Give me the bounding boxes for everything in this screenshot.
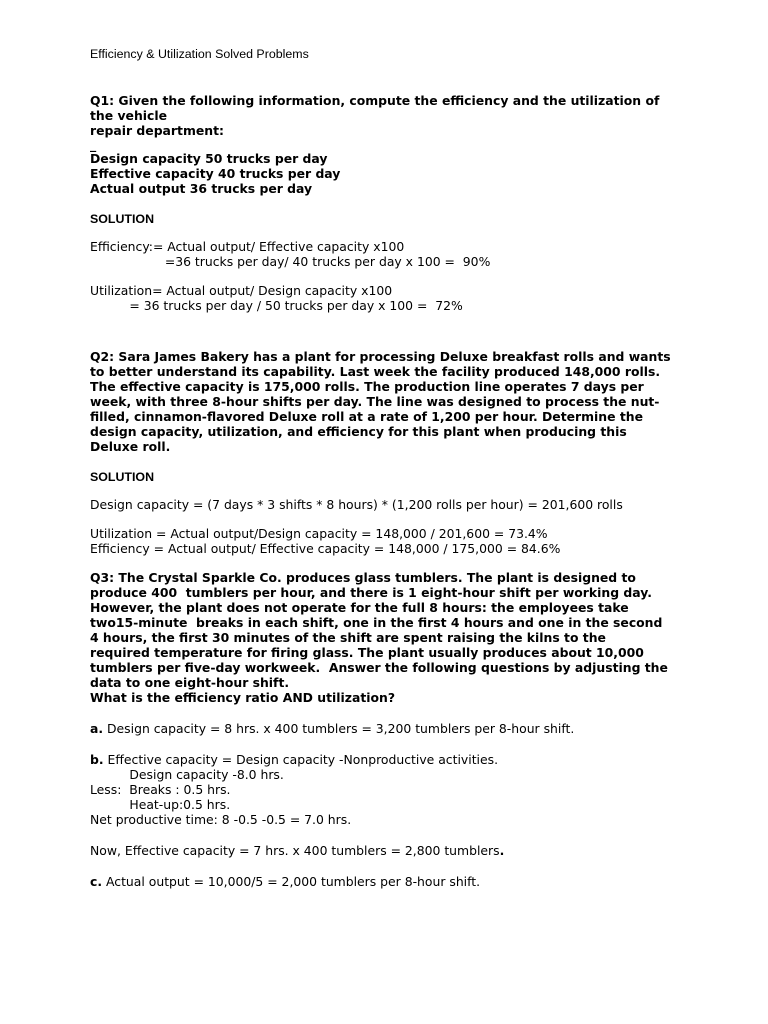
q1-solution-label: SOLUTION (90, 212, 155, 226)
q1-question (90, 93, 690, 196)
q2-line: The effective capacity is 175,000 rolls. The production line operates 7 days per (90, 379, 644, 394)
q2-utilization: Utilization = Actual output/Design capacity = 148,000 / 201,600 = 73.4% (90, 526, 548, 541)
answer-b-label: b. (90, 752, 104, 767)
q2-line: week, with three 8-hour shifts per day. The line was designed to process the nut- (90, 394, 660, 409)
q1-line: _ (90, 137, 97, 152)
q3-b-line: Heat-up:0.5 hrs. (90, 797, 231, 812)
q2-solution-label: SOLUTION (90, 470, 155, 484)
q3-question (90, 570, 690, 705)
q1-fact: Effective capacity 40 trucks per day (90, 166, 341, 181)
q2-design-capacity: Design capacity = (7 days * 3 shifts * 8 hours) * (1,200 rolls per hour) = 201,600 rolls (90, 497, 623, 512)
q3-line: However, the plant does not operate for the full 8 hours: the employees take (90, 600, 629, 615)
document-page (90, 46, 690, 889)
q3-b-line: Less: Breaks : 0.5 hrs. (90, 782, 231, 797)
q3-line: produce 400 tumblers per hour, and there is 1 eight-hour shift per working day. (90, 585, 652, 600)
effective-capacity-period: . (499, 843, 505, 858)
q2-line: design capacity, utilization, and efficiency for this plant when producing this (90, 424, 627, 439)
q1-efficiency-line: Efficiency:= Actual output/ Effective capacity x100 (90, 239, 405, 254)
q3-answer-c (90, 874, 690, 889)
document-header: Efficiency & Utilization Solved Problems (90, 47, 309, 61)
effective-capacity-text: Now, Effective capacity = 7 hrs. x 400 tumblers = 2,800 tumblers (90, 843, 500, 858)
q3-line: data to one eight-hour shift. (90, 675, 290, 690)
answer-c-label: c. (90, 874, 103, 889)
q3-answer-a (90, 721, 690, 736)
q3-b-line: Net productive time: 8 -0.5 -0.5 = 7.0 hrs. (90, 812, 352, 827)
q2-question (90, 349, 690, 454)
answer-a-label: a. (90, 721, 104, 736)
q3-line: tumblers per five-day workweek. Answer the following questions by adjusting the (90, 660, 668, 675)
q2-line: filled, cinnamon-flavored Deluxe roll at a rate of 1,200 per hour. Determine the (90, 409, 643, 424)
q2-line: to better understand its capability. Last week the facility produced 148,000 rolls. (90, 364, 661, 379)
q2-line: Q2: Sara James Bakery has a plant for processing Deluxe breakfast rolls and wants (90, 349, 671, 364)
q1-efficiency-line: =36 trucks per day/ 40 trucks per day x 100 = 90% (90, 254, 491, 269)
q1-utilization-line: Utilization= Actual output/ Design capacity x100 (90, 283, 393, 298)
q1-fact: Actual output 36 trucks per day (90, 181, 313, 196)
q3-b-line: Design capacity -8.0 hrs. (90, 767, 284, 782)
q1-line: repair department: (90, 123, 224, 138)
q3-effective-capacity (90, 843, 690, 858)
q1-utilization-line: = 36 trucks per day / 50 trucks per day x 100 = 72% (90, 298, 463, 313)
q3-line: two15-minute breaks in each shift, one in the first 4 hours and one in the second (90, 615, 663, 630)
q1-line: Q1: Given the following information, compute the efficiency and the utilization of (90, 93, 660, 108)
q3-line: Q3: The Crystal Sparkle Co. produces glass tumblers. The plant is designed to (90, 570, 636, 585)
q1-line: the vehicle (90, 108, 168, 123)
q3-line: What is the efficiency ratio AND utilization? (90, 690, 396, 705)
answer-c-text: Actual output = 10,000/5 = 2,000 tumblers per 8-hour shift. (102, 874, 481, 889)
q3-answer-b (90, 752, 690, 767)
q1-fact: Design capacity 50 trucks per day (90, 151, 328, 166)
answer-a-text: Design capacity = 8 hrs. x 400 tumblers = 3,200 tumblers per 8-hour shift. (103, 721, 575, 736)
q3-line: required temperature for firing glass. The plant usually produces about 10,000 (90, 645, 644, 660)
q2-efficiency: Efficiency = Actual output/ Effective capacity = 148,000 / 175,000 = 84.6% (90, 541, 561, 556)
q3-line: 4 hours, the first 30 minutes of the shift are spent raising the kilns to the (90, 630, 606, 645)
q2-line: Deluxe roll. (90, 439, 171, 454)
answer-b-text: Effective capacity = Design capacity -Nonproductive activities. (103, 752, 499, 767)
